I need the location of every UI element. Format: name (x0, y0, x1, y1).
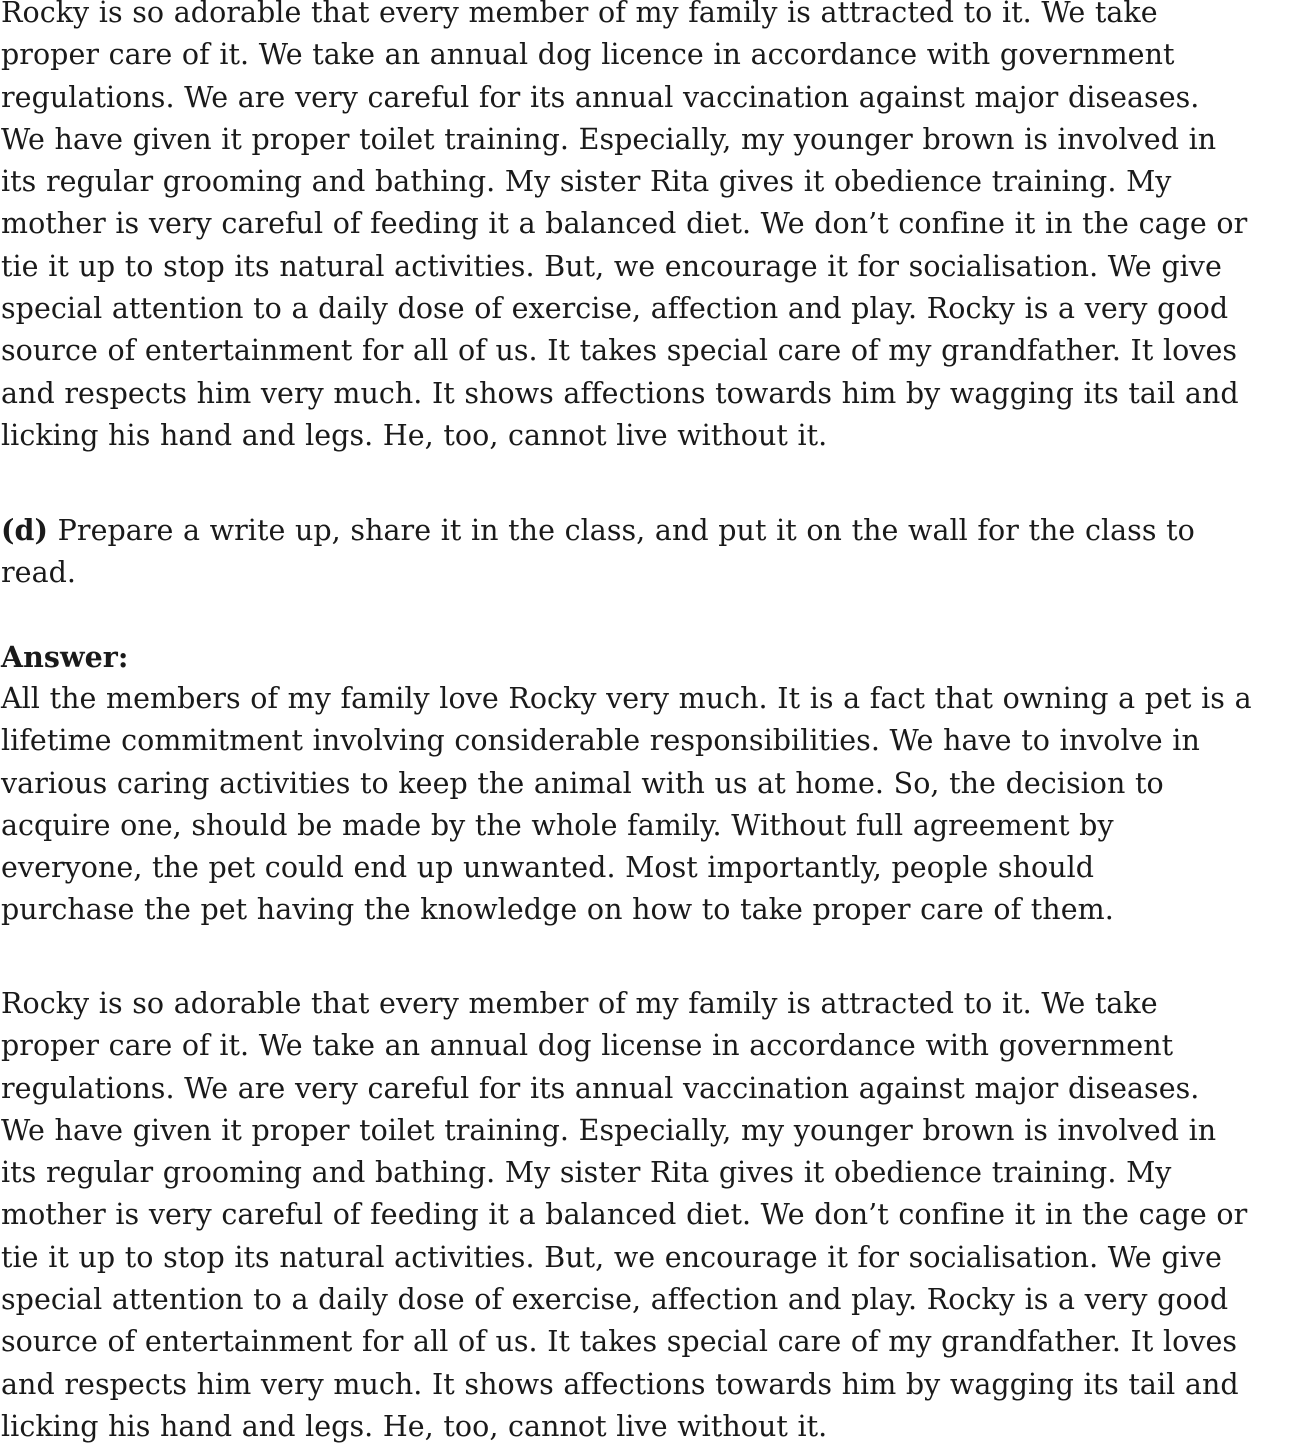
text-line: acquire one, should be made by the whole family. Without full agreement by (1, 808, 1114, 842)
text-line: regulations. We are very careful for its annual vaccination against major diseases. (1, 80, 1200, 114)
text-line: We have given it proper toilet training. Especially, my younger brown is involved in (1, 1113, 1217, 1147)
text-line: Rocky is so adorable that every member of my family is attracted to it. We take (1, 987, 1158, 1020)
question-label: (d) (1, 513, 49, 547)
text-line: special attention to a daily dose of exercise, affection and play. Rocky is a very good (1, 292, 1229, 326)
text-line: tie it up to stop its natural activities. But, we encourage it for socialisation. We give (1, 1240, 1222, 1274)
text-line: its regular grooming and bathing. My sister Rita gives it obedience training. My (1, 165, 1172, 199)
text-line: mother is very careful of feeding it a balanced diet. We don’t confine it in the cage or (1, 207, 1248, 241)
text-line: All the members of my family love Rocky very much. It is a fact that owning a pet is a (1, 682, 1252, 715)
paragraph-bottom (1, 983, 1247, 1448)
text-line: licking his hand and legs. He, too, cannot live without it. (1, 418, 828, 452)
text-line: and respects him very much. It shows affections towards him by wagging its tail and (1, 376, 1239, 410)
question-d (1, 509, 1195, 595)
text-line: its regular grooming and bathing. My sister Rita gives it obedience training. My (1, 1156, 1172, 1190)
question-line: read. (1, 556, 77, 590)
text-line: proper care of it. We take an annual dog licence in accordance with government (1, 38, 1175, 72)
text-line: proper care of it. We take an annual dog license in accordance with government (1, 1029, 1174, 1063)
answer-paragraph (1, 678, 1252, 932)
answer-heading: Answer: (1, 640, 129, 674)
question-line (1, 509, 1195, 552)
text-line: and respects him very much. It shows affections towards him by wagging its tail and (1, 1367, 1239, 1401)
text-line: everyone, the pet could end up unwanted. Most importantly, people should (1, 851, 1095, 885)
text-line: various caring activities to keep the animal with us at home. So, the decision to (1, 766, 1164, 800)
text-line: licking his hand and legs. He, too, cannot live without it. (1, 1409, 828, 1443)
text-line: special attention to a daily dose of exercise, affection and play. Rocky is a very good (1, 1283, 1229, 1317)
text-line: mother is very careful of feeding it a balanced diet. We don’t confine it in the cage or (1, 1198, 1248, 1232)
text-line: Rocky is so adorable that every member of my family is attracted to it. We take (1, 0, 1158, 29)
question-text: Prepare a write up, share it in the class, and put it on the wall for the class to (57, 514, 1195, 547)
text-line: source of entertainment for all of us. It takes special care of my grandfather. It loves (1, 1325, 1238, 1359)
paragraph-top (1, 0, 1247, 457)
text-line: tie it up to stop its natural activities. But, we encourage it for socialisation. We give (1, 249, 1222, 283)
text-line: purchase the pet having the knowledge on how to take proper care of them. (1, 893, 1114, 927)
text-line: lifetime commitment involving considerable responsibilities. We have to involve in (1, 724, 1200, 758)
text-line: source of entertainment for all of us. It takes special care of my grandfather. It loves (1, 334, 1238, 368)
text-line: regulations. We are very careful for its annual vaccination against major diseases. (1, 1071, 1200, 1105)
text-line: We have given it proper toilet training. Especially, my younger brown is involved in (1, 122, 1217, 156)
